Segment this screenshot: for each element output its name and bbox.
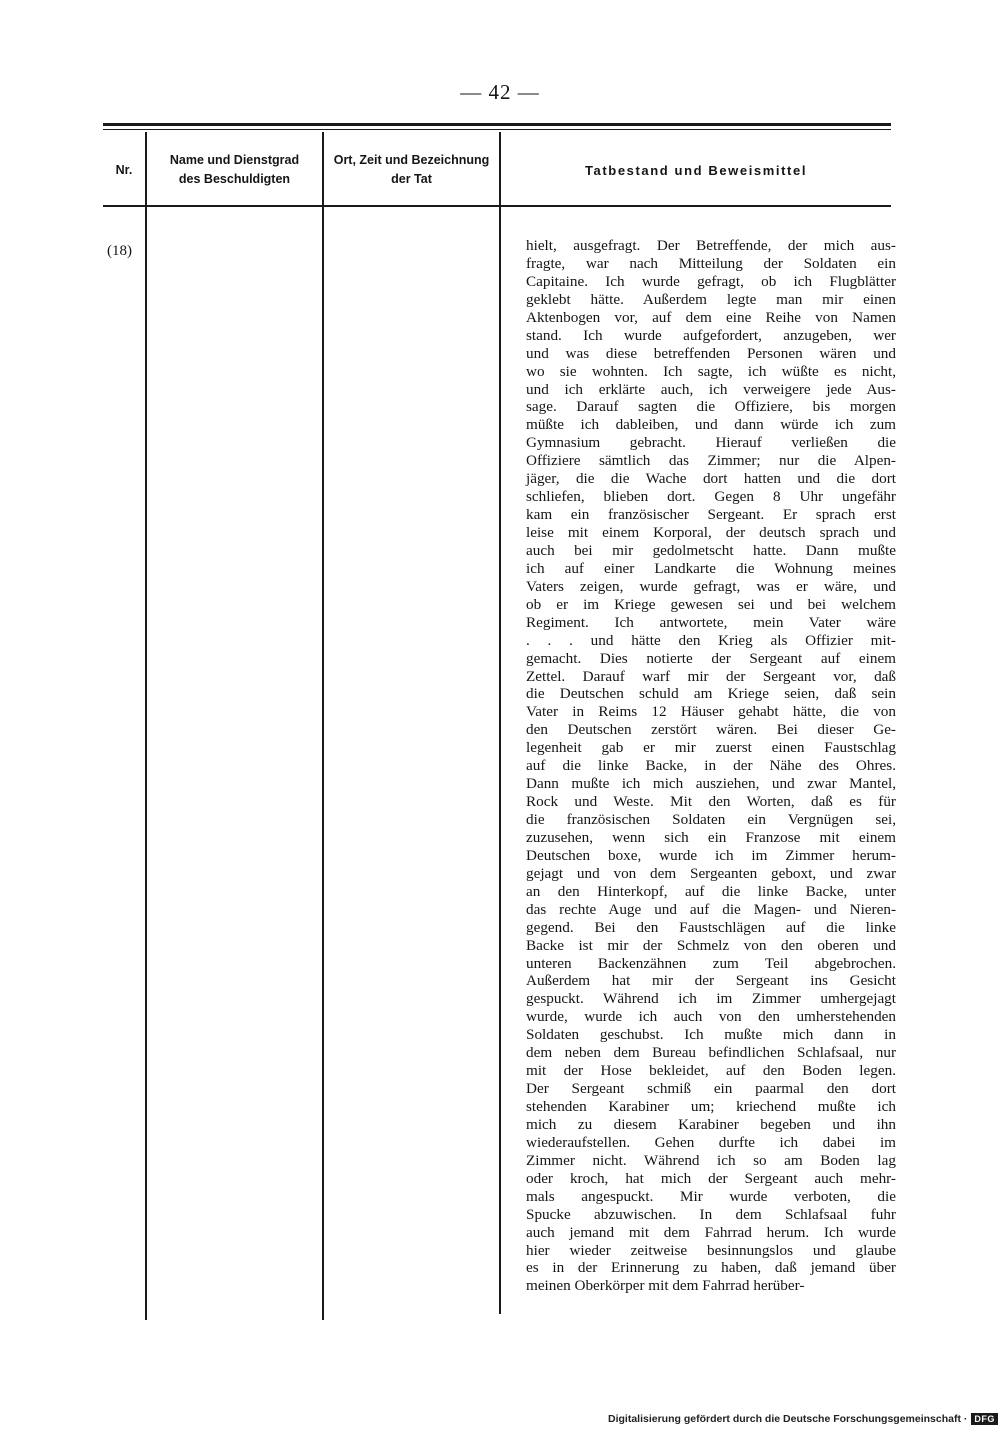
header-name-line: des Beschuldigten — [178, 172, 291, 186]
text-line: Offiziere sämtlich das Zimmer; nur die Alpen- — [526, 452, 896, 470]
text-line: hier wieder zeitweise besinnungslos und glaube — [526, 1241, 896, 1259]
text-line: müßte ich dableiben, und dann würde ich zum — [526, 416, 896, 434]
text-line: gejagt und von dem Sergeanten geboxt, und zwar — [526, 864, 896, 882]
text-line: es in der Erinnerung zu haben, daß jemand über — [526, 1259, 896, 1277]
text-line: legenheit gab er mir zuerst einen Faustschlag — [526, 739, 896, 757]
text-line: die französischen Soldaten ein Vergnügen sei, — [526, 811, 896, 828]
page-number: — 42 — — [460, 80, 540, 104]
text-line: Zimmer nicht. Während ich so am Boden lag — [526, 1151, 896, 1169]
text-line: oder kroch, hat mich der Sergeant auch mehr- — [526, 1169, 896, 1187]
text-line: den Deutschen zerstört wären. Bei dieser Ge- — [526, 721, 896, 739]
header-name-line: Name und Dienstgrad — [169, 153, 300, 167]
text-line: Gymnasium gebracht. Hierauf verließen die — [526, 434, 896, 452]
tatbestand-text — [526, 237, 896, 1295]
header-ort-line: Ort, Zeit und Bezeichnung — [333, 153, 490, 167]
table-top-rule-thin — [103, 129, 891, 130]
column-divider-3 — [499, 132, 501, 1314]
column-divider-2 — [322, 132, 324, 1320]
text-line: mit der Hose bekleidet, auf den Boden legen. — [526, 1062, 896, 1080]
header-ort-line: der Tat — [391, 172, 432, 186]
text-line: Außerdem hat mir der Sergeant ins Gesicht — [526, 972, 896, 990]
footer-text: Digitalisierung gefördert durch die Deutsche Forschungsgemeinschaft · — [608, 1413, 968, 1425]
text-line: sage. Darauf sagten die Offiziere, bis morgen — [526, 398, 896, 416]
text-line: gespuckt. Während ich im Zimmer umhergejagt — [526, 990, 896, 1008]
text-line: die Deutschen schuld am Kriege seien, daß sein — [526, 685, 896, 703]
row-number: (18) — [107, 243, 132, 259]
text-line: Deutschen boxe, wurde ich im Zimmer herum- — [526, 846, 896, 864]
text-line: mals angespuckt. Mir wurde verboten, die — [526, 1187, 896, 1205]
text-line: stehenden Karabiner um; kriechend mußte ich — [526, 1098, 896, 1115]
text-line: fragte, war nach Mitteilung der Soldaten ein — [526, 254, 896, 272]
text-line: leise mit einem Korporal, der deutsch sprach und — [526, 524, 896, 541]
text-line: zuzusehen, wenn sich ein Franzose mit einem — [526, 828, 896, 846]
text-line: und was diese betreffenden Personen wären und — [526, 344, 896, 362]
text-line: dem neben dem Bureau befindlichen Schlafsaal, nur — [526, 1044, 896, 1062]
text-line: ich auf einer Landkarte die Wohnung meines — [526, 559, 896, 577]
table-header-rule — [103, 205, 891, 207]
text-line: an den Hinterkopf, auf die linke Backe, unter — [526, 882, 896, 900]
text-line: und ich erklärte auch, ich verweigere jede Aus- — [526, 380, 896, 398]
text-line: Spucke abzuwischen. In dem Schlafsaal fuhr — [526, 1205, 896, 1223]
text-line: Dann mußte ich mich ausziehen, und zwar Mantel, — [526, 775, 896, 793]
text-line: Der Sergeant schmiß ein paarmal den dort — [526, 1080, 896, 1098]
text-line: hielt, ausgefragt. Der Betreffende, der mich aus- — [526, 237, 896, 254]
dfg-logo: DFG — [971, 1413, 998, 1425]
text-line: gemacht. Dies notierte der Sergeant auf einem — [526, 649, 896, 667]
header-nr: Nr. — [115, 162, 133, 177]
text-line: schliefen, blieben dort. Gegen 8 Uhr ungefähr — [526, 488, 896, 506]
text-line: gegend. Bei den Faustschlägen auf die linke — [526, 918, 896, 936]
text-line: meinen Oberkörper mit dem Fahrrad herüber- — [526, 1277, 805, 1295]
text-line: auf die linke Backe, in der Nähe des Ohres. — [526, 757, 896, 775]
text-line: Backe ist mir der Schmelz von den oberen und — [526, 936, 896, 954]
text-line: Aktenbogen vor, auf dem eine Reihe von Namen — [526, 308, 896, 326]
text-line: Vaters zeigen, wurde gefragt, was er wäre, und — [526, 577, 896, 595]
text-line: ob er im Kriege gewesen sei und bei welchem — [526, 595, 896, 613]
header-ort — [324, 140, 499, 200]
column-divider-1 — [145, 132, 147, 1320]
text-line: stand. Ich wurde aufgefordert, anzugeben, wer — [526, 326, 896, 344]
footer — [608, 1413, 998, 1425]
header-tatbestand: Tatbestand und Beweismittel — [584, 162, 808, 178]
text-line: geklebt hätte. Außerdem legte man mir einen — [526, 290, 896, 308]
text-line: Regiment. Ich antwortete, mein Vater wäre — [526, 613, 896, 631]
text-line: . . . und hätte den Krieg als Offizier mit- — [526, 631, 896, 649]
text-line: das rechte Auge und auf die Magen- und Nieren- — [526, 900, 896, 918]
text-line: Soldaten geschubst. Ich mußte mich dann in — [526, 1026, 896, 1044]
table-top-rule — [103, 123, 891, 126]
text-line: wo sie wohnten. Ich sagte, ich wüßte es nicht, — [526, 362, 896, 380]
text-line: kam ein französischer Sergeant. Er sprach erst — [526, 506, 896, 524]
text-line: Vater in Reims 12 Häuser gehabt hätte, die von — [526, 703, 896, 721]
text-line: Capitaine. Ich wurde gefragt, ob ich Flugblätter — [526, 272, 896, 290]
text-line: Rock und Weste. Mit den Worten, daß es für — [526, 793, 896, 811]
text-line: wurde, wurde ich auch von den umherstehenden — [526, 1008, 896, 1026]
header-name — [147, 140, 322, 200]
text-line: jäger, die die Wache dort hatten und die dort — [526, 470, 896, 488]
text-line: wiederaufstellen. Gehen durfte ich dabei im — [526, 1133, 896, 1151]
text-line: Zettel. Darauf warf mir der Sergeant vor, daß — [526, 667, 896, 685]
text-line: auch bei mir gedolmetscht hatte. Dann mußte — [526, 541, 896, 559]
text-line: unteren Backenzähnen zum Teil abgebrochen. — [526, 954, 896, 972]
text-line: mich zu diesem Karabiner begeben und ihn — [526, 1115, 896, 1133]
text-line: auch jemand mit dem Fahrrad herum. Ich wurde — [526, 1223, 896, 1241]
